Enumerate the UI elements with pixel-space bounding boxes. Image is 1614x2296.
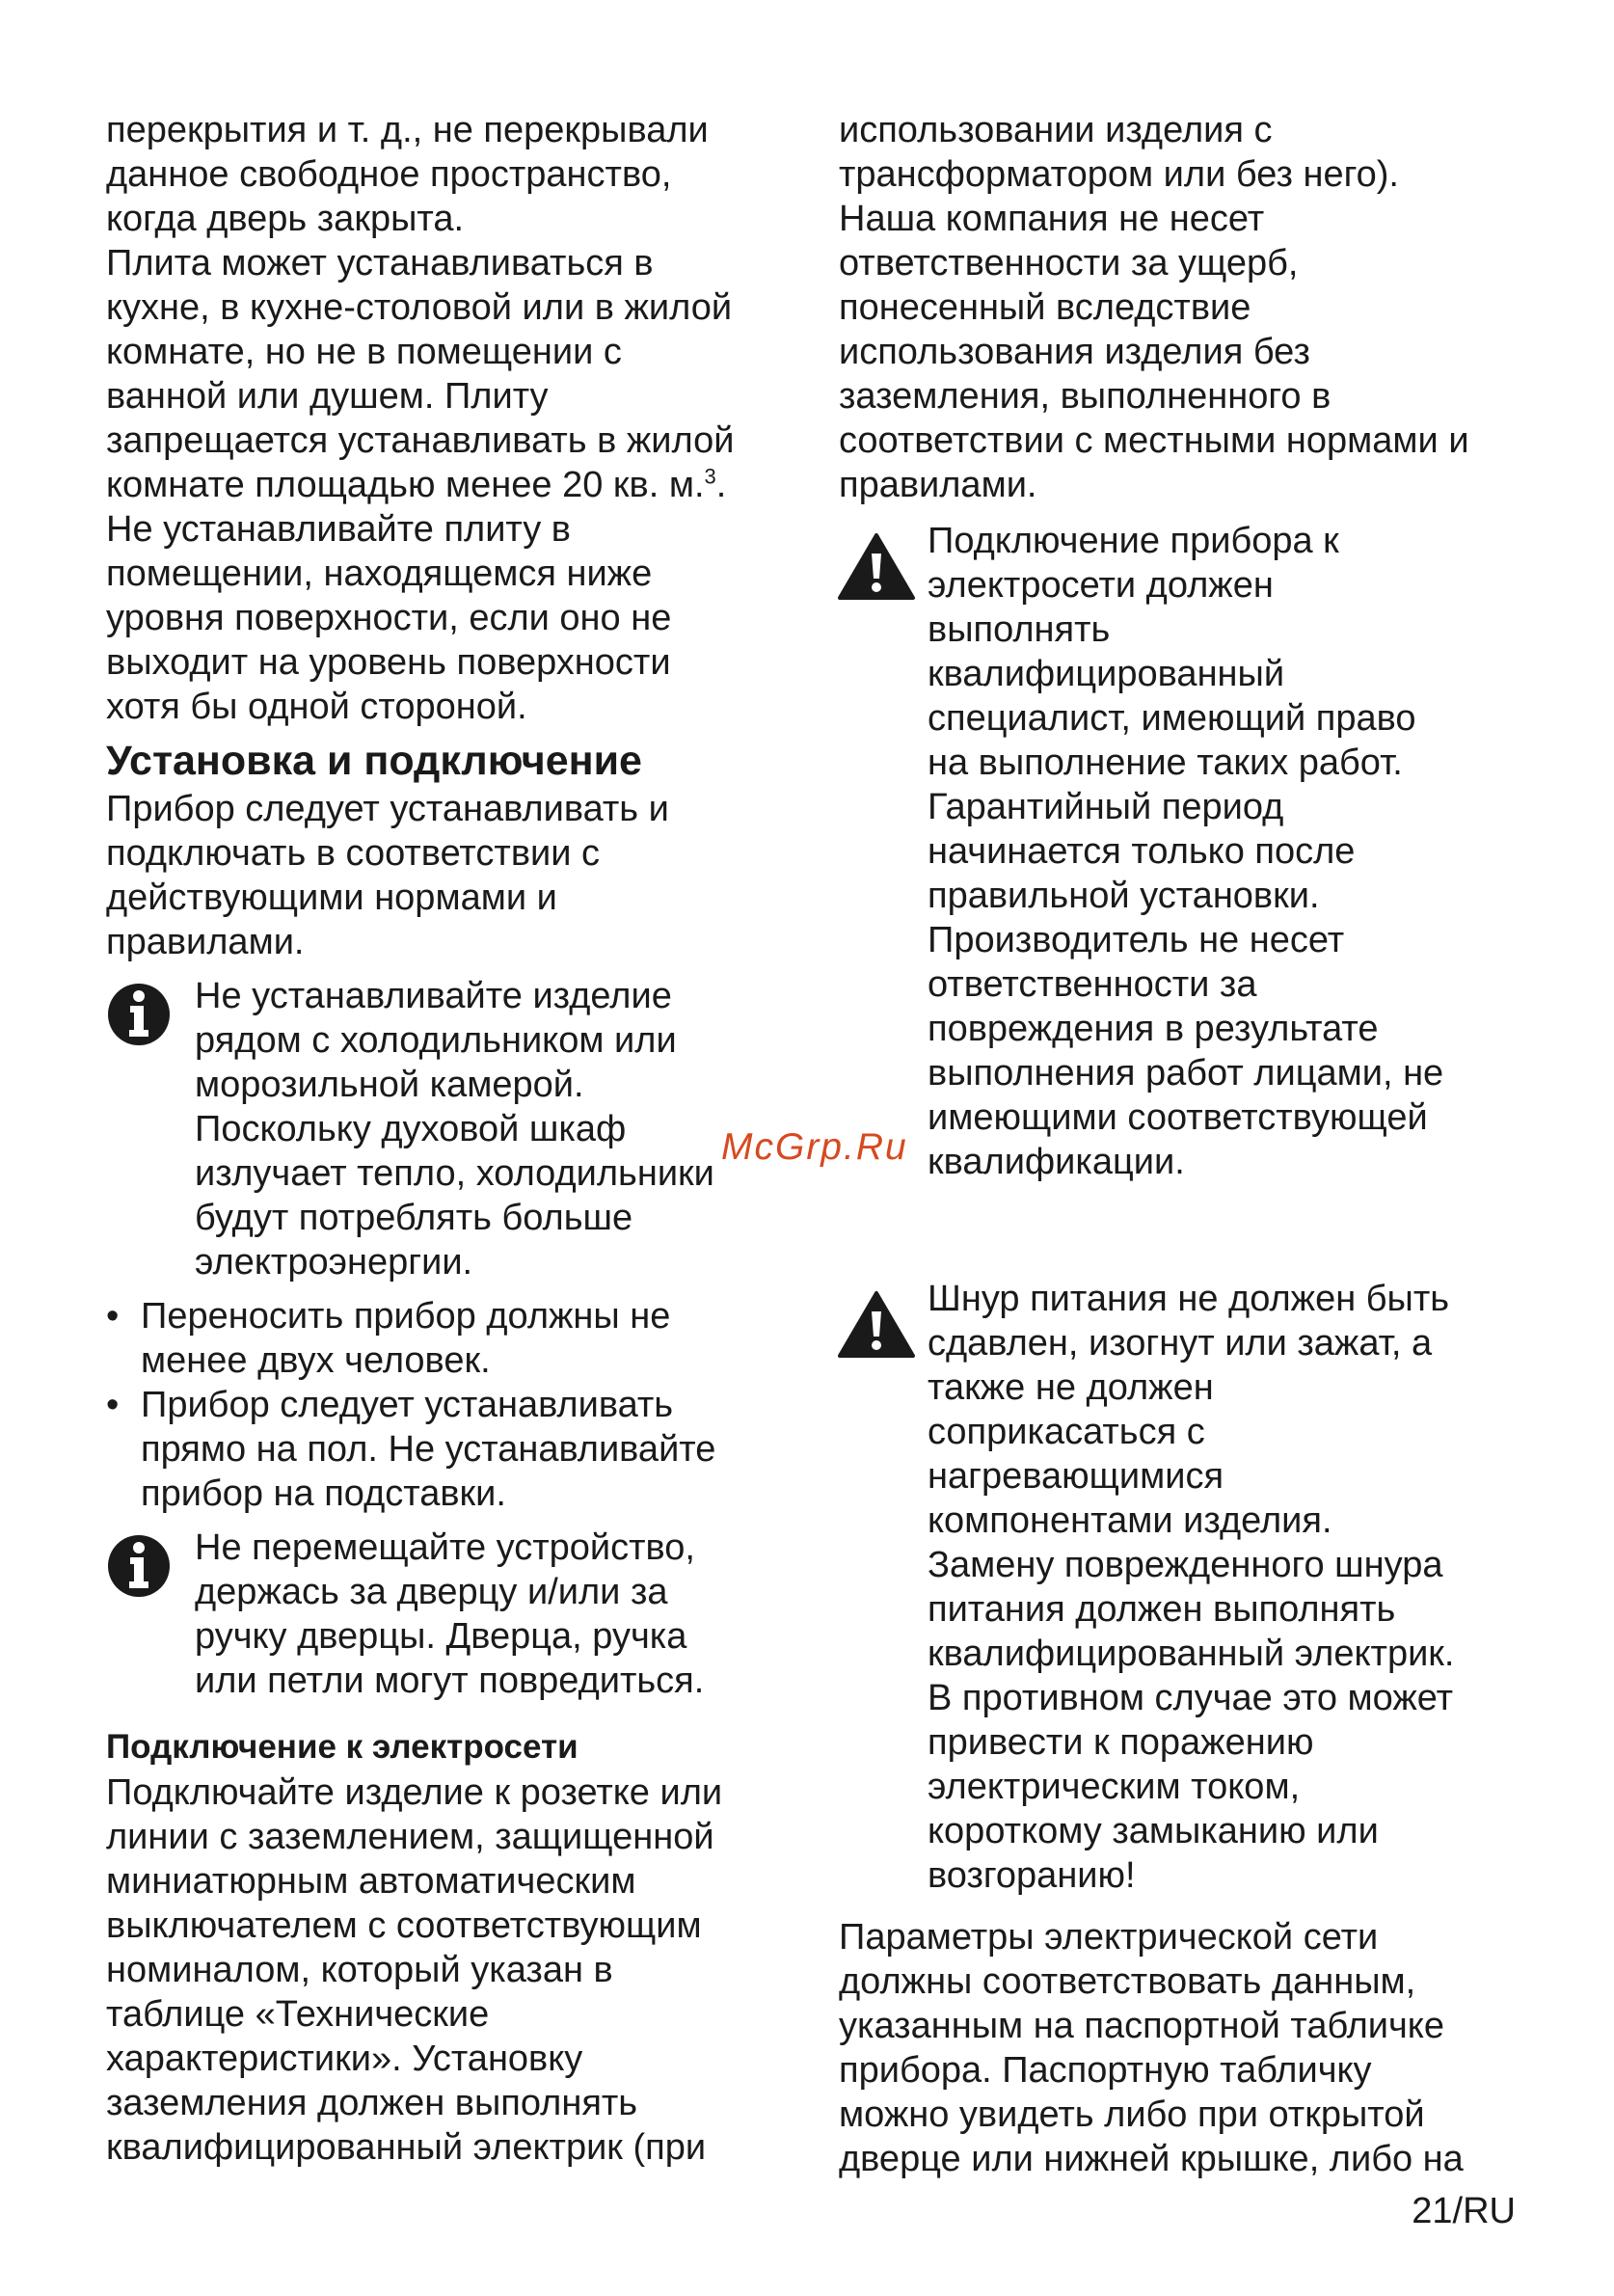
info-note-fridge: Не устанавливайте изделие рядом с холодильником или морозильной камерой. Поскольку духовой шкаф излучает тепло, холодильники будут потреблять больше электроэнергии.: [106, 974, 800, 1284]
left-column: [106, 108, 800, 2170]
info-icon: [106, 982, 172, 1047]
params-paragraph: Параметры электрической сети должны соответствовать данным, указанным на паспортной табличке прибора. Паспортную табличку можно увидеть либо при открытой дверце или нижней крышке, либо на: [839, 1917, 1464, 2179]
warning-note-qualified: Подключение прибора к электросети должен выполнять квалифицированный специалист, имеющий право на выполнение таких работ. Гарантийный период начинается только после правильной установки. Производитель не несет ответственности за повреждения в результате выполнения работ лицами, не имеющими соответствующей квалификации.: [839, 519, 1533, 1184]
info-note-door: Не перемещайте устройство, держась за дверцу и/или за ручку дверцы. Дверца, ручка или петли могут повредиться.: [106, 1526, 800, 1703]
watermark: McGrp.Ru: [721, 1126, 908, 1168]
intro-paragraph: перекрытия и т. д., не перекрывали данное свободное пространство, когда дверь закрыта.: [106, 110, 709, 239]
grounding-paragraph: использовании изделия с трансформатором или без него). Наша компания не несет ответственности за ущерб, понесенный вследствие использования изделия без заземления, выполненного в соответствии с местными нормами и правилами.: [839, 110, 1469, 505]
warning-icon: [837, 1290, 916, 1360]
bullet-icon: •: [106, 1296, 120, 1337]
bullet-icon: •: [106, 1385, 120, 1425]
subsection-heading: Подключение к электросети: [106, 1728, 578, 1766]
section-heading: Установка и подключение: [106, 738, 642, 784]
list-item: • Переносить прибор должны не менее двух человек.: [106, 1296, 671, 1381]
warning-note-cord: Шнур питания не должен быть сдавлен, изогнут или зажат, а также не должен соприкасаться с нагревающимися компонентами изделия. Замену поврежденного шнура питания должен выполнять квалифицированный электрик. В противном случае это может привести к поражению электрическим током, короткому замыканию или возгоранию!: [839, 1277, 1533, 1898]
install-paragraph: Прибор следует устанавливать и подключать в соответствии с действующими нормами и правилами.: [106, 789, 669, 962]
warning-icon: [837, 532, 916, 602]
info-icon: [106, 1533, 172, 1599]
page-number: 21/RU: [1412, 2191, 1516, 2231]
list-item: • Прибор следует устанавливать прямо на пол. Не устанавливайте прибор на подставки.: [106, 1385, 716, 1514]
bullet-list: [106, 1294, 800, 1516]
right-column: [839, 108, 1533, 2181]
placement-paragraph: Плита может устанавливаться в кухне, в кухне-столовой или в жилой комнате, но не в помещении с ванной или душем. Плиту запрещается устанавливать в жилой комнате площадью менее 20 кв. м.$^3$. Не устанавливайте плиту в помещении, находящемся ниже уровня поверхности, если оно не выходит на уровень поверхности хотя бы одной стороной.: [106, 243, 735, 727]
electric-paragraph: Подключайте изделие к розетке или линии с заземлением, защищенной миниатюрным автоматическим выключателем с соответствующим номиналом, который указан в таблице «Технические характеристики». Установку заземления должен выполнять квалифицированный электрик (при: [106, 1772, 723, 2168]
